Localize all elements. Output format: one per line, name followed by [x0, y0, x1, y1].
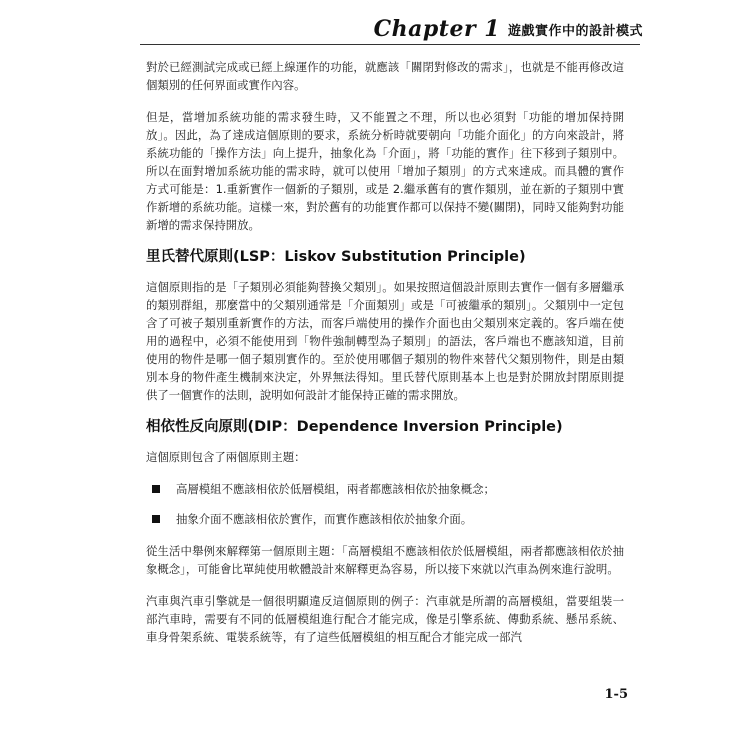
- section-heading-lsp: 里氏替代原則(LSP：Liskov Substitution Principle): [146, 249, 526, 265]
- paragraph-2: 但是，當增加系統功能的需求發生時，又不能置之不理，所以也必須對「功能的增加保持開放」。因此，為了達成這個原則的要求，系統分析時就要朝向「功能介面化」的方向來設計，將系統功能的「操作方法」向上提升，抽象化為「介面」，將「功能的實作」往下移到子類別中。所以在面對增加系統功能的需求時，就可以使用「增加子類別」的方式來達成。而具體的實作方式可能是：1.重新實作一個新的子類別，或是 2.繼承舊有的實作類別，並在新的子類別中實作新增的系統功能。這樣一來，對於舊有的功能實作都可以保持不變(關閉)，同時又能夠對功能新增的需求保持開放。: [146, 110, 624, 232]
- paragraph-6: 汽車與汽車引擎就是一個很明顯違反這個原則的例子：汽車就是所謂的高層模組，當要組裝一部汽車時，需要有不同的低層模組進行配合才能完成，像是引擎系統、傳動系統、懸吊系統、車身骨架系統、電裝系統等，有了這些低層模組的相互配合才能完成一部汽: [146, 594, 624, 644]
- square-bullet-icon: [152, 485, 160, 493]
- bullet-item: [146, 510, 624, 528]
- bullet-text: 高層模組不應該相依於低層模組，兩者都應該相依於抽象概念；: [176, 482, 495, 496]
- square-bullet-icon: [152, 515, 160, 523]
- paragraph-1: 對於已經測試完成或已經上線運作的功能，就應該「關閉對修改的需求」，也就是不能再修改這個類別的任何界面或實作內容。: [146, 60, 624, 92]
- page-header: [0, 14, 750, 40]
- header-rule: [140, 44, 640, 45]
- page-number: 1-5: [604, 687, 628, 702]
- header-title: 遊戲實作中的設計模式: [508, 24, 644, 39]
- paragraph-3: 這個原則指的是「子類別必須能夠替換父類別」。如果按照這個設計原則去實作一個有多層繼承的類別群組，那麼當中的父類別通常是「介面類別」或是「可被繼承的類別」。父類別中一定包含了可被子類別重新實作的方法，而客戶端使用的操作介面也由父類別來定義的。客戶端在使用的過程中，必須不能使用到「物件強制轉型為子類別」的語法，客戶端也不應該知道，目前使用的物件是哪一個子類別實作的。至於使用哪個子類別的物件來替代父類別物件，則是由類別本身的物件產生機制來決定，外界無法得知。里氏替代原則基本上也是對於開放封閉原則提供了一個實作的法則，說明如何設計才能保持正確的需求開放。: [146, 280, 624, 402]
- paragraph-5: 從生活中舉例來解釋第一個原則主題：「高層模組不應該相依於低層模組，兩者都應該相依於抽象概念」，可能會比單純使用軟體設計來解釋更為容易，所以接下來就以汽車為例來進行說明。: [146, 544, 624, 576]
- bullet-item: [146, 480, 624, 498]
- bullet-text: 抽象介面不應該相依於實作，而實作應該相依於抽象介面。: [176, 512, 473, 526]
- chapter-label: Chapter 1: [373, 16, 500, 42]
- bullet-list: [146, 480, 624, 528]
- page-body: [146, 58, 624, 660]
- section-heading-dip: 相依性反向原則(DIP：Dependence Inversion Principle): [146, 419, 563, 435]
- paragraph-4: 這個原則包含了兩個原則主題：: [146, 450, 306, 464]
